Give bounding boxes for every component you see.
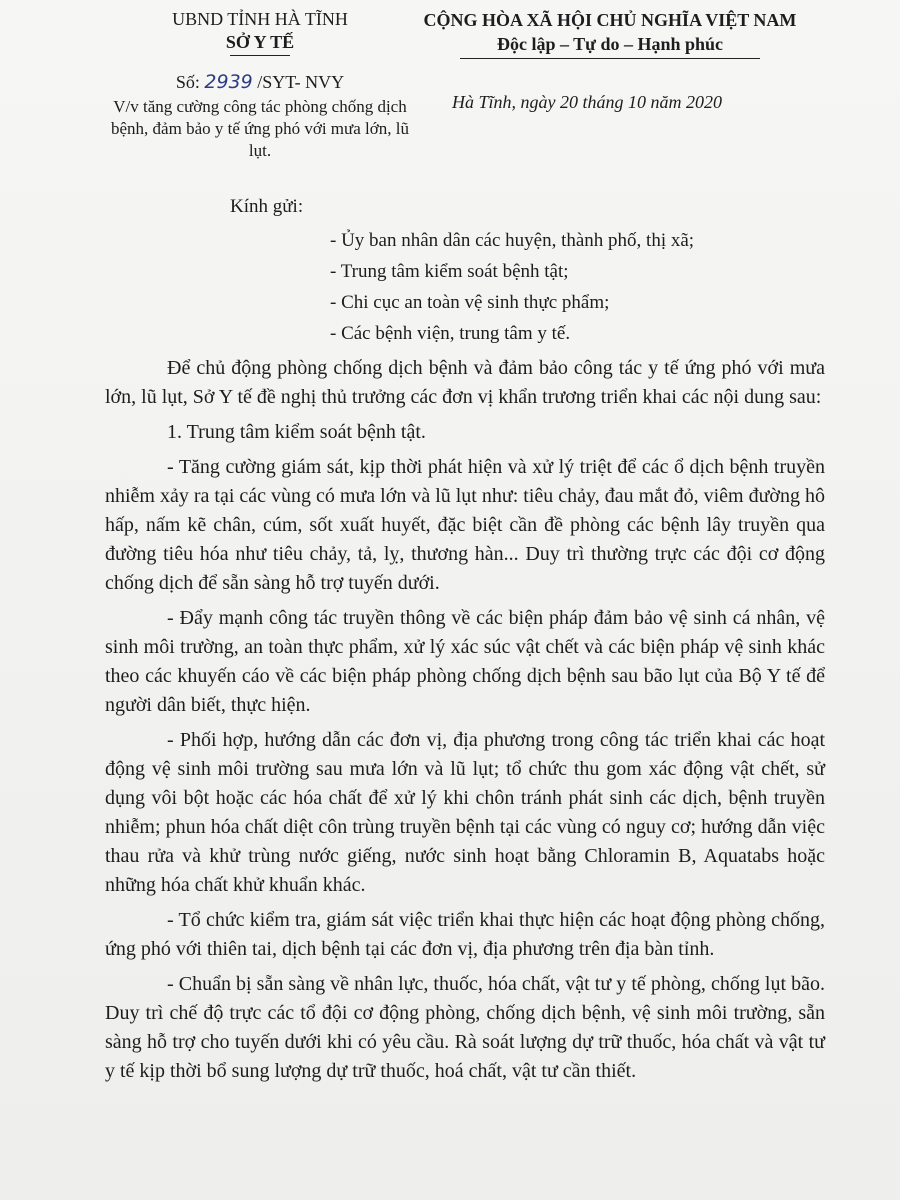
body-paragraph: - Phối hợp, hướng dẫn các đơn vị, địa phương trong công tác triển khai các hoạt động vệ sinh môi trường sau mưa lớn và lũ lụt; tổ chức thu gom xác động vật chết, sử dụng vôi bột hoặc các hóa chất để xử lý khi chôn tránh phát sinh các dịch, bệnh truyền nhiễm; phun hóa chất diệt côn trùng truyền bệnh tại các vùng có nguy cơ; hướng dẫn việc thau rửa và khử trùng nước giếng, nước sinh hoạt bằng Chloramin B, Aquatabs hoặc những hóa chất khử khuẩn khác. (105, 729, 825, 896)
document-subject: V/v tăng cường công tác phòng chống dịch bệnh, đảm bảo y tế ứng phó với mưa lớn, lũ lụt. (111, 97, 409, 160)
section-title: 1. Trung tâm kiểm soát bệnh tật. (167, 421, 426, 443)
department-name: SỞ Y TẾ (225, 32, 295, 52)
recipient-list (330, 225, 694, 349)
body-paragraph: - Đẩy mạnh công tác truyền thông về các biện pháp đảm bảo vệ sinh cá nhân, vệ sinh môi trường, an toàn thực phẩm, xử lý xác súc vật chết và các biện pháp vệ sinh khác theo các khuyến cáo về các biện pháp phòng chống dịch bệnh sau bão lụt của Bộ Y tế để người dân biết, thực hiện. (105, 607, 825, 716)
department-underline (230, 55, 290, 56)
place-date: Hà Tĩnh, ngày 20 tháng 10 năm 2020 (452, 92, 722, 112)
salutation: Kính gửi: (230, 196, 304, 217)
intro-paragraph: Để chủ động phòng chống dịch bệnh và đảm bảo công tác y tế ứng phó với mưa lớn, lũ lụt, Sở Y tế đề nghị thủ trưởng các đơn vị khẩn trương triển khai các nội dung sau: (105, 357, 825, 408)
motto-underline (460, 58, 760, 59)
number-prefix: Số: (175, 72, 200, 92)
document-body (105, 354, 825, 1092)
number-suffix: /SYT- NVY (257, 72, 345, 92)
issuer-block (110, 8, 410, 162)
nation-name: CỘNG HÒA XÃ HỘI CHỦ NGHĨA VIỆT NAM (423, 10, 797, 30)
recipient-item: - Chi cục an toàn vệ sinh thực phẩm; (330, 292, 610, 313)
national-heading (410, 8, 810, 59)
recipient-item: - Các bệnh viện, trung tâm y tế. (330, 323, 571, 344)
body-paragraph: - Chuẩn bị sẵn sàng về nhân lực, thuốc, hóa chất, vật tư y tế phòng, chống lụt bão. Duy trì chế độ trực các tổ đội cơ động phòng, chống dịch bệnh, vệ sinh môi trường, sẵn sàng hỗ trợ cho tuyến dưới khi có yêu cầu. Rà soát lượng dự trữ thuốc, hóa chất và vật tư y tế kịp thời bổ sung lượng dự trữ thuốc, hoá chất, vật tư cần thiết. (105, 973, 825, 1082)
recipient-item: - Ủy ban nhân dân các huyện, thành phố, thị xã; (330, 230, 695, 251)
national-motto: Độc lập – Tự do – Hạnh phúc (496, 34, 724, 54)
handwritten-number: 2939 (204, 71, 253, 93)
body-paragraph: - Tăng cường giám sát, kịp thời phát hiện và xử lý triệt để các ổ dịch bệnh truyền nhiễm xảy ra tại các vùng có mưa lớn và lũ lụt như: tiêu chảy, đau mắt đỏ, viêm đường hô hấp, nấm kẽ chân, cúm, sốt xuất huyết, đặc biệt cần đề phòng các bệnh lây truyền qua đường tiêu hóa như tiêu chảy, tả, lỵ, thương hàn... Duy trì thường trực các đội cơ động chống dịch để sẵn sàng hỗ trợ tuyến dưới. (105, 456, 825, 594)
agency-name: UBND TỈNH HÀ TĨNH (172, 9, 348, 29)
recipient-item: - Trung tâm kiểm soát bệnh tật; (330, 261, 569, 282)
body-paragraph: - Tổ chức kiểm tra, giám sát việc triển khai thực hiện các hoạt động phòng chống, ứng phó với thiên tai, dịch bệnh tại các đơn vị, địa phương trên địa bàn tỉnh. (105, 909, 825, 960)
document-number (110, 71, 410, 94)
